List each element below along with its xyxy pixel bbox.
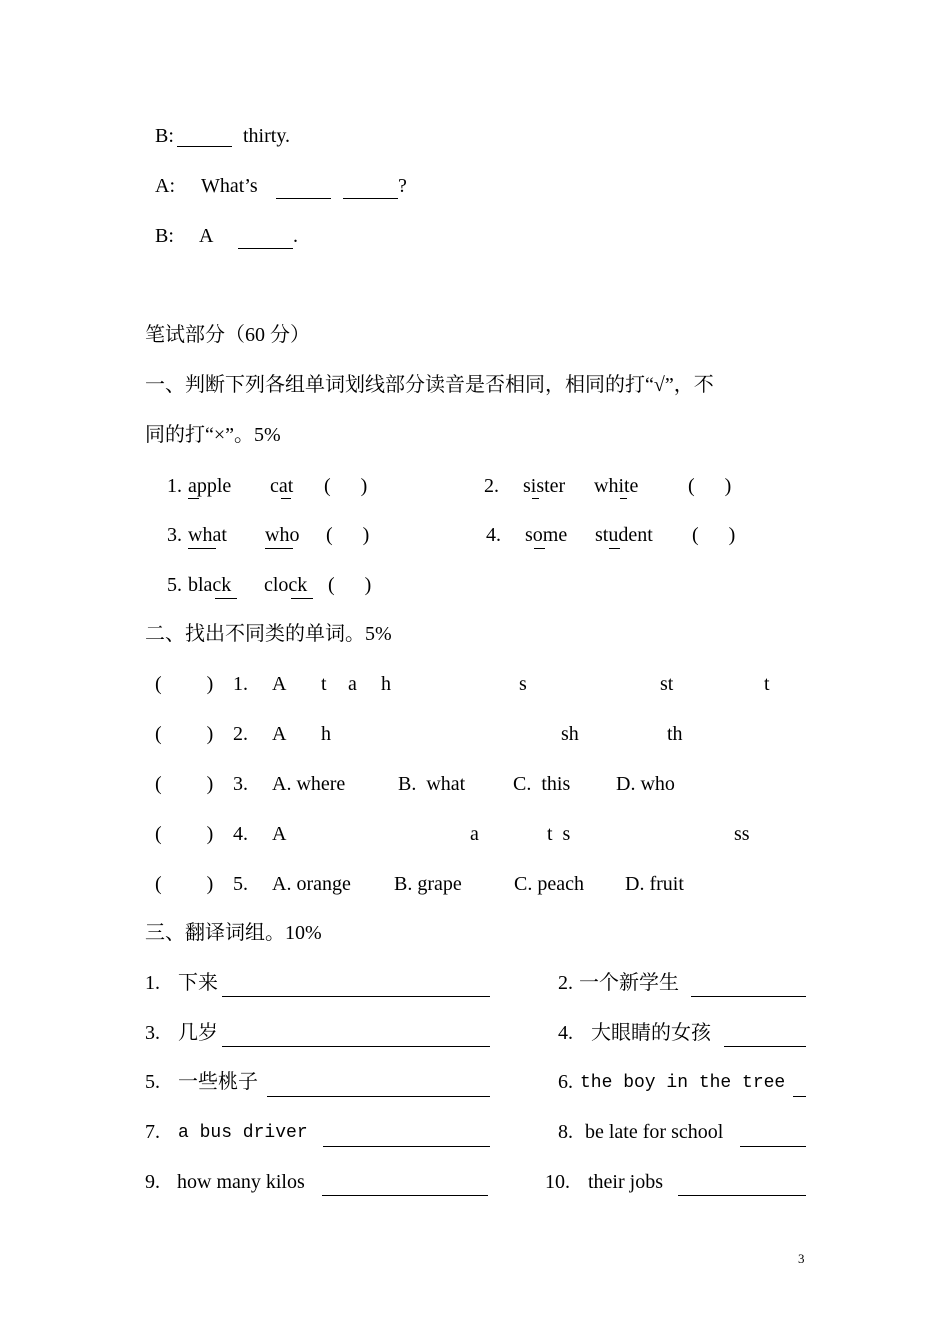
underline-mark	[532, 498, 539, 499]
answer-blank[interactable]	[724, 1046, 806, 1047]
item-number: 8.	[558, 1121, 573, 1143]
underline-mark	[534, 548, 545, 549]
option-fragment: A	[272, 673, 287, 695]
answer-paren[interactable]: ( )	[155, 873, 214, 895]
item-number: 5.	[167, 574, 182, 596]
option-a: A. orange	[272, 873, 351, 895]
answer-paren[interactable]: ( )	[328, 574, 372, 596]
item-number: 4.	[233, 823, 248, 845]
answer-paren[interactable]: ( )	[326, 524, 370, 546]
underline-mark	[620, 498, 627, 499]
answer-paren[interactable]: ( )	[155, 673, 214, 695]
item-number: 3.	[145, 1022, 160, 1044]
item-number: 2.	[558, 972, 573, 994]
item-number: 5.	[233, 873, 248, 895]
phrase: 大眼睛的女孩	[591, 1022, 711, 1044]
item-number: 4.	[486, 524, 501, 546]
word: white	[594, 475, 639, 497]
answer-blank[interactable]	[678, 1195, 806, 1196]
answer-blank[interactable]	[793, 1096, 806, 1097]
word: what	[188, 524, 227, 546]
answer-paren[interactable]: ( )	[155, 823, 214, 845]
answer-paren[interactable]: ( )	[688, 475, 732, 497]
answer-paren[interactable]: ( )	[155, 723, 214, 745]
answer-blank[interactable]	[222, 996, 490, 997]
phrase: 一个新学生	[579, 972, 679, 994]
answer-blank[interactable]	[323, 1146, 490, 1147]
item-number: 1.	[167, 475, 182, 497]
option-c: C. peach	[514, 873, 584, 895]
phrase: 几岁	[178, 1022, 218, 1044]
answer-paren[interactable]: ( )	[155, 773, 214, 795]
underline-mark	[265, 548, 293, 549]
underline-mark	[291, 598, 313, 599]
dialog-text: thirty.	[243, 125, 291, 147]
option-b: B. what	[398, 773, 466, 795]
phrase: how many kilos	[177, 1171, 305, 1193]
item-number: 9.	[145, 1171, 160, 1193]
item-number: 5.	[145, 1071, 160, 1093]
option-fragment: th	[667, 723, 683, 745]
item-number: 4.	[558, 1022, 573, 1044]
phrase: a bus driver	[178, 1123, 308, 1143]
option-fragment: t s	[547, 823, 571, 845]
word: cat	[270, 475, 294, 497]
option-fragment: A	[272, 823, 287, 845]
item-number: 2.	[233, 723, 248, 745]
word: some	[525, 524, 568, 546]
word: student	[595, 524, 653, 546]
section-title: 笔试部分（60 分）	[145, 324, 310, 346]
answer-paren[interactable]: ( )	[324, 475, 368, 497]
option-fragment: sh	[561, 723, 579, 745]
option-fragment: A	[272, 723, 287, 745]
part2-instruction: 二、找出不同类的单词。5%	[145, 623, 392, 645]
option-fragment: t	[764, 673, 770, 695]
item-number: 1.	[145, 972, 160, 994]
answer-blank[interactable]	[177, 146, 232, 147]
speaker-label: B:	[155, 125, 174, 147]
underline-mark	[188, 498, 199, 499]
word: sister	[523, 475, 566, 497]
answer-paren[interactable]: ( )	[692, 524, 736, 546]
item-number: 2.	[484, 475, 499, 497]
option-fragment: st	[660, 673, 674, 695]
option-d: D. who	[616, 773, 675, 795]
underline-mark	[188, 548, 216, 549]
word: apple	[188, 475, 232, 497]
answer-blank[interactable]	[740, 1146, 806, 1147]
word: clock	[264, 574, 308, 596]
option-d: D. fruit	[625, 873, 684, 895]
option-fragment: h	[321, 723, 331, 745]
phrase: 下来	[178, 972, 218, 994]
part1-instruction: 一、判断下列各组单词划线部分读音是否相同，相同的打“√”，不	[145, 374, 714, 396]
underline-mark	[609, 548, 620, 549]
item-number: 7.	[145, 1121, 160, 1143]
phrase: their jobs	[588, 1171, 663, 1193]
speaker-label: B:	[155, 225, 174, 247]
word: who	[265, 524, 300, 546]
phrase: the boy in the tree	[580, 1073, 786, 1093]
underline-mark	[281, 498, 291, 499]
speaker-label: A:	[155, 175, 175, 197]
dialog-text: A	[199, 225, 214, 247]
item-number: 6.	[558, 1071, 573, 1093]
option-fragment: s	[519, 673, 527, 695]
option-a: A. where	[272, 773, 346, 795]
option-c: C. this	[513, 773, 571, 795]
answer-blank[interactable]	[691, 996, 806, 997]
option-b: B. grape	[394, 873, 462, 895]
option-fragment: h	[381, 673, 391, 695]
dialog-text: What’s	[201, 175, 258, 197]
item-number: 1.	[233, 673, 248, 695]
answer-blank[interactable]	[276, 198, 331, 199]
phrase: be late for school	[585, 1121, 724, 1143]
phrase: 一些桃子	[178, 1071, 258, 1093]
answer-blank[interactable]	[222, 1046, 490, 1047]
item-number: 3.	[167, 524, 182, 546]
item-number: 3.	[233, 773, 248, 795]
option-fragment: t	[321, 673, 327, 695]
part1-instruction-cont: 同的打“×”。5%	[145, 424, 281, 446]
word: black	[188, 574, 232, 596]
answer-blank[interactable]	[343, 198, 398, 199]
answer-blank[interactable]	[238, 248, 293, 249]
dialog-end-punct: ?	[398, 175, 407, 197]
answer-blank[interactable]	[322, 1195, 488, 1196]
part3-instruction: 三、翻译词组。10%	[145, 922, 322, 944]
item-number: 10.	[545, 1171, 570, 1193]
option-fragment: a	[470, 823, 479, 845]
option-fragment: ss	[734, 823, 750, 845]
dialog-end-punct: .	[293, 225, 298, 247]
answer-blank[interactable]	[267, 1096, 490, 1097]
option-fragment: a	[348, 673, 357, 695]
page-number: 3	[798, 1251, 805, 1266]
underline-mark	[215, 598, 237, 599]
